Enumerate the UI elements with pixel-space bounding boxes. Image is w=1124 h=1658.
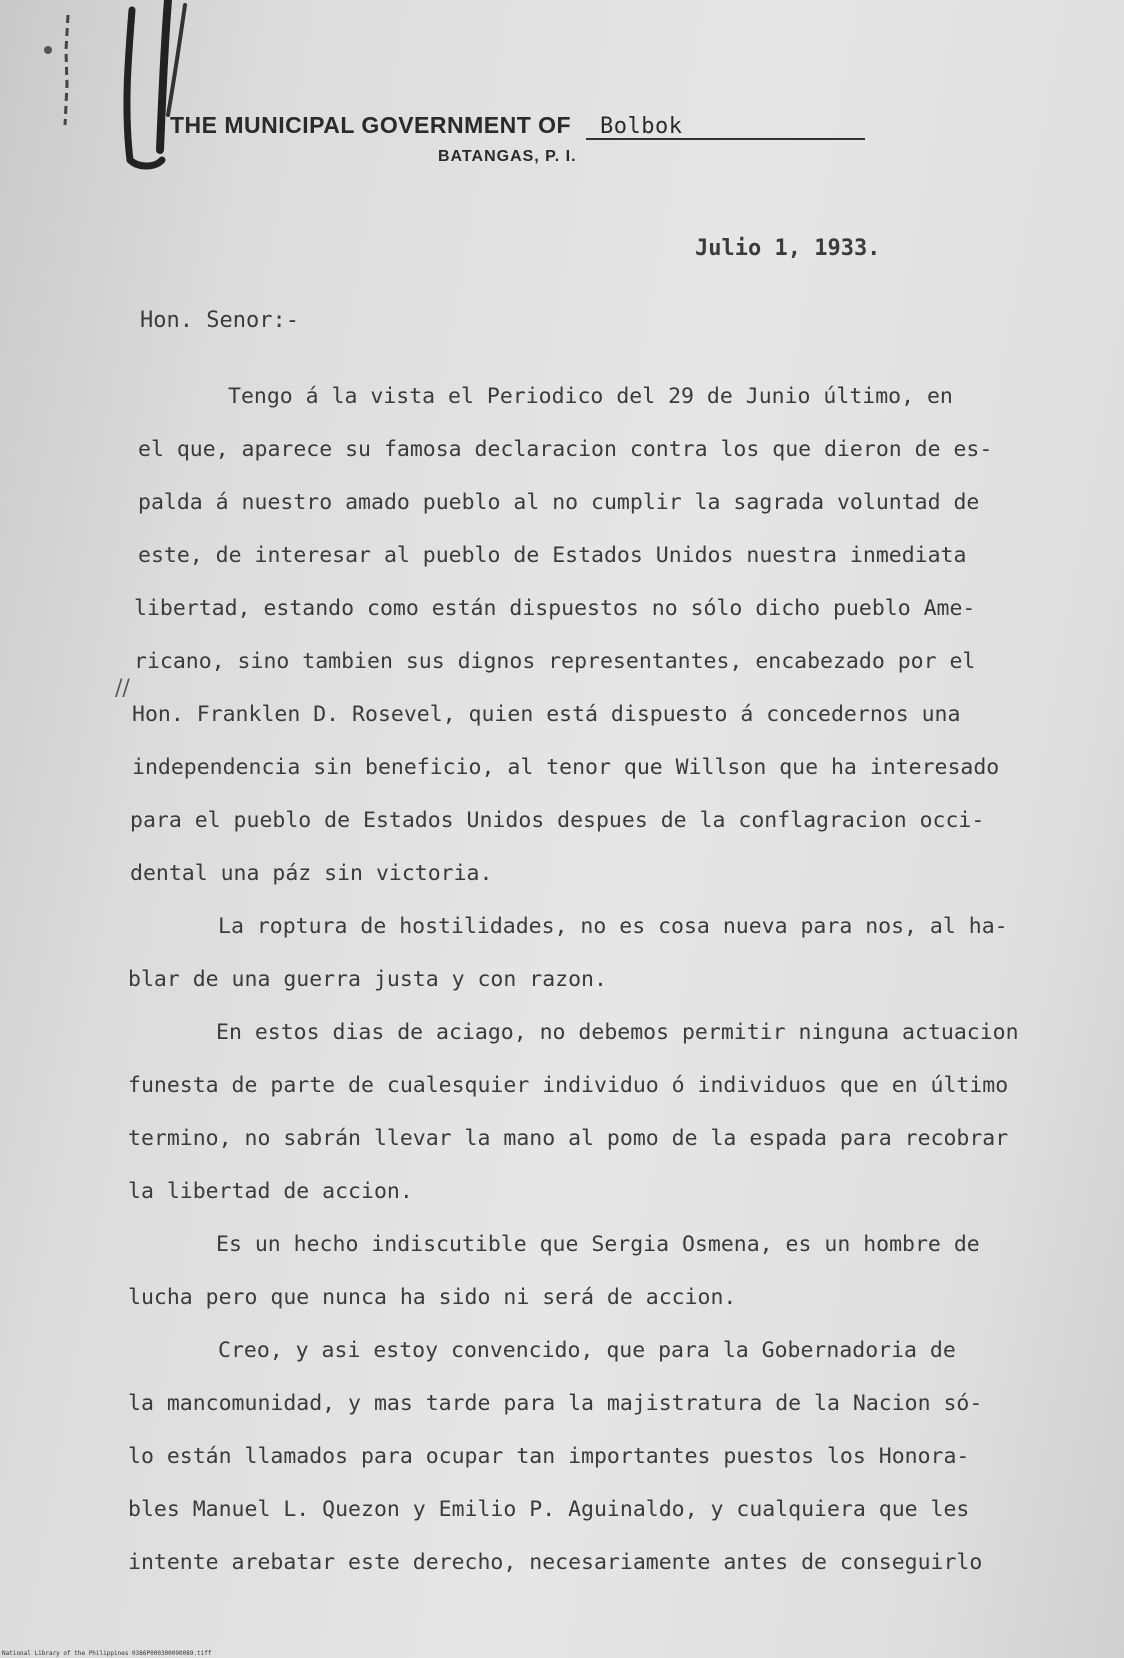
body-line: La roptura de hostilidades, no es cosa nueva para nos, al ha- (218, 914, 1008, 939)
body-line: intente arebatar este derecho, necesariamente antes de conseguirlo (128, 1550, 983, 1575)
body-line: termino, no sabrán llevar la mano al pomo de la espada para recobrar (128, 1126, 1009, 1151)
body-line: este, de interesar al pueblo de Estados Unidos nuestra inmediata (138, 543, 967, 568)
body-line: En estos dias de aciago, no debemos permitir ninguna actuacion (216, 1020, 1019, 1045)
letterhead (170, 112, 910, 166)
body-line: libertad, estando como están dispuestos no sólo dicho pueblo Ame- (134, 596, 976, 621)
paragraph-4 (128, 1218, 1068, 1324)
margin-annotation: // (115, 676, 130, 701)
body-line: la libertad de accion. (128, 1179, 413, 1204)
letterhead-town: Bolbok (586, 116, 865, 140)
body-line: dental una páz sin victoria. (130, 861, 493, 886)
paragraph-2 (128, 900, 1068, 1006)
body-line: el que, aparece su famosa declaracion contra los que dieron de es- (138, 437, 993, 462)
body-line: blar de una guerra justa y con razon. (128, 967, 607, 992)
paragraph-1 (128, 370, 1068, 900)
body-line: lo están llamados para ocupar tan importantes puestos los Honora- (128, 1444, 970, 1469)
body-line: Hon. Franklen D. Rosevel, quien está dispuesto á concedernos una (132, 702, 961, 727)
archive-footer: National Library of the Philippines 0386P000300090089.tiff (2, 1650, 212, 1657)
body-line: Es un hecho indiscutible que Sergia Osmena, es un hombre de (216, 1232, 980, 1257)
salutation: Hon. Senor:- (140, 308, 299, 333)
body-line: ricano, sino tambien sus dignos representantes, encabezado por el (134, 649, 976, 674)
letterhead-title-line (170, 112, 910, 140)
body-line: Tengo á la vista el Periodico del 29 de Junio último, en (228, 384, 953, 409)
body-line: independencia sin beneficio, al tenor que Willson que ha interesado (132, 755, 1000, 780)
body-line: bles Manuel L. Quezon y Emilio P. Aguinaldo, y cualquiera que les (128, 1497, 970, 1522)
body-line: palda á nuestro amado pueblo al no cumplir la sagrada voluntad de (138, 490, 980, 515)
body-line: Creo, y asi estoy convencido, que para la Gobernadoria de (218, 1338, 956, 1363)
ink-smudge (40, 10, 80, 130)
letterhead-province: BATANGAS, P. I. (438, 148, 577, 165)
paragraph-3 (128, 1006, 1068, 1218)
letterhead-title: THE MUNICIPAL GOVERNMENT OF (170, 112, 572, 138)
body-line: funesta de parte de cualesquier individuo ó individuos que en último (128, 1073, 1009, 1098)
body-line: para el pueblo de Estados Unidos despues de la conflagracion occi- (130, 808, 985, 833)
paragraph-5 (128, 1324, 1068, 1589)
letter-date: Julio 1, 1933. (695, 236, 881, 261)
body-line: lucha pero que nunca ha sido ni será de accion. (128, 1285, 737, 1310)
body-line: la mancomunidad, y mas tarde para la majistratura de la Nacion só- (128, 1391, 983, 1416)
letter-body (128, 370, 1068, 1589)
